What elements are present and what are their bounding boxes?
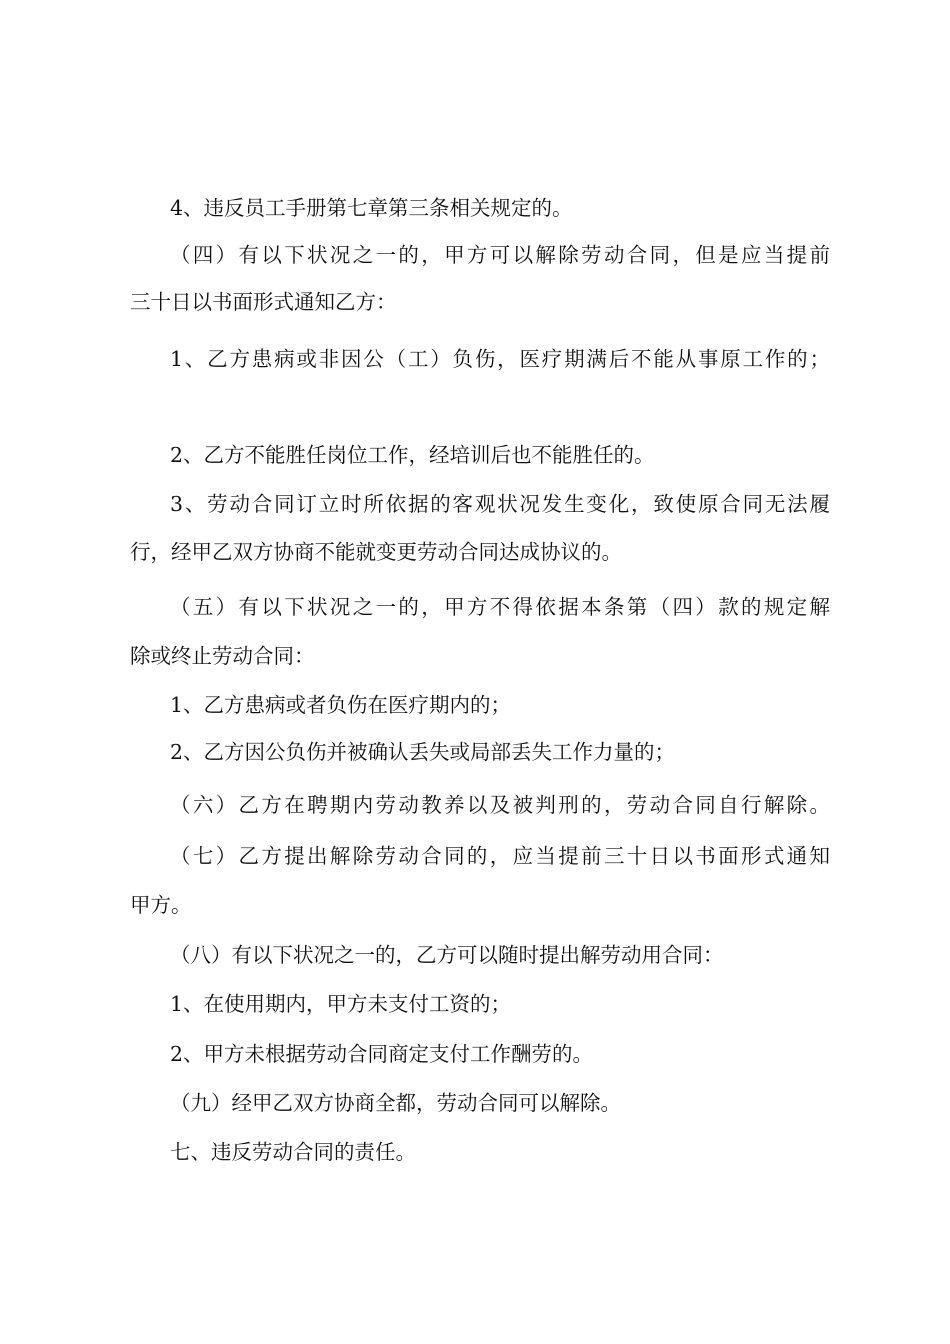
paragraph-line: 3、劳动合同订立时所依据的客观状况发生变化，致使原合同无法履	[170, 492, 830, 516]
paragraph-line: 2、甲方未根据劳动合同商定支付工作酬劳的。	[170, 1042, 594, 1066]
paragraph-line: 2、乙方因公负伤并被确认丢失或局部丢失工作力量的；	[170, 740, 676, 764]
paragraph-line: （九）经甲乙双方协商全都，劳动合同可以解除。	[170, 1091, 621, 1115]
paragraph-line: （七）乙方提出解除劳动合同的，应当提前三十日以书面形式通知	[170, 844, 830, 868]
paragraph-line: （八）有以下状况之一的，乙方可以随时提出解劳动用合同：	[170, 943, 724, 967]
paragraph-line: 行，经甲乙双方协商不能就变更劳动合同达成协议的。	[130, 540, 622, 564]
paragraph-line: 4、违反员工手册第七章第三条相关规定的。	[170, 196, 573, 220]
paragraph-line: （五）有以下状况之一的，甲方不得依据本条第（四）款的规定解	[170, 595, 830, 619]
paragraph-line: 除或终止劳动合同：	[130, 644, 315, 668]
paragraph-line: 甲方。	[130, 893, 192, 917]
paragraph-line: 1、乙方患病或者负伤在医疗期内的；	[170, 693, 512, 717]
paragraph-line: （六）乙方在聘期内劳动教养以及被判刑的，劳动合同自行解除。	[170, 793, 830, 817]
paragraph-line: 三十日以书面形式通知乙方：	[130, 290, 397, 314]
paragraph-line: 1、乙方患病或非因公（工）负伤，医疗期满后不能从事原工作的；	[170, 347, 830, 371]
paragraph-line: 1、在使用期内，甲方未支付工资的；	[170, 992, 512, 1016]
paragraph-line: （四）有以下状况之一的，甲方可以解除劳动合同，但是应当提前	[170, 243, 830, 267]
paragraph-line: 2、乙方不能胜任岗位工作，经培训后也不能胜任的。	[170, 443, 655, 467]
paragraph-line: 七、违反劳动合同的责任。	[170, 1140, 416, 1164]
